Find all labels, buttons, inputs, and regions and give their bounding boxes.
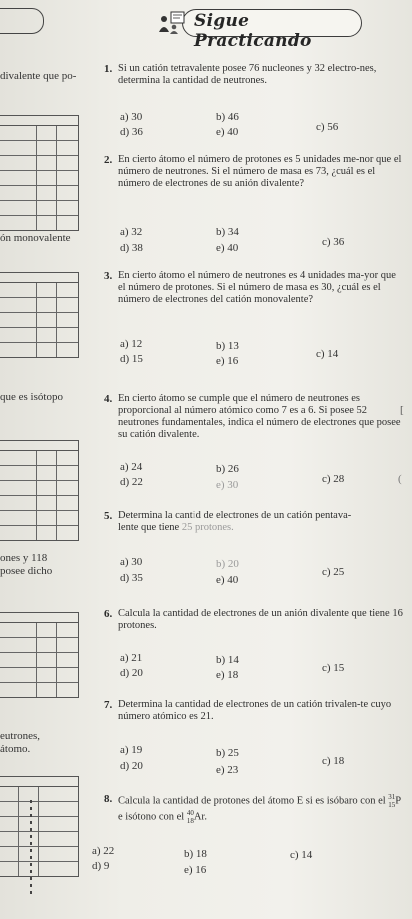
option-b[interactable]: b) 26 bbox=[216, 463, 239, 475]
option-c[interactable]: c) 56 bbox=[316, 121, 339, 133]
option-b[interactable]: b) 25 bbox=[216, 747, 239, 759]
question-number: 8. bbox=[104, 793, 113, 805]
answer-grid bbox=[0, 776, 79, 877]
left-fragment: que es isótopo bbox=[0, 391, 63, 403]
question-number: 5. bbox=[104, 510, 113, 522]
question-number: 1. bbox=[104, 63, 113, 75]
question-text: En cierto átomo el número de protones es 5 unidades me-nor que el número de neutrones. Si el número de masa es 73, ¿cuál es el número de electrones de su anión divalente? bbox=[118, 154, 402, 189]
question-number: 7. bbox=[104, 699, 113, 711]
option-d[interactable]: d) 9 bbox=[92, 860, 110, 872]
option-d[interactable]: d) 20 bbox=[120, 760, 143, 772]
option-a[interactable]: a) 12 bbox=[120, 338, 143, 350]
option-d[interactable]: d) 35 bbox=[120, 572, 143, 584]
option-b[interactable]: b) 34 bbox=[216, 226, 239, 238]
question-number: 6. bbox=[104, 608, 113, 620]
option-c[interactable]: c) 25 bbox=[322, 566, 345, 578]
question-text: Determina la cantid de electrones de un catión pentava- lente que tiene 25 protones. bbox=[118, 510, 352, 533]
option-b[interactable]: b) 20 bbox=[216, 558, 239, 570]
header-title: Sigue Practicando bbox=[194, 11, 312, 51]
answer-grid bbox=[0, 440, 79, 541]
option-e[interactable]: e) 40 bbox=[216, 242, 239, 254]
question-number: 4. bbox=[104, 393, 113, 405]
answer-grid bbox=[0, 272, 79, 358]
option-e[interactable]: e) 23 bbox=[216, 764, 239, 776]
option-d[interactable]: d) 38 bbox=[120, 242, 143, 254]
option-a[interactable]: a) 32 bbox=[120, 226, 143, 238]
nuclide-phosphorus: 31 15 bbox=[388, 793, 396, 809]
option-e[interactable]: e) 16 bbox=[184, 864, 207, 876]
option-e[interactable]: e) 40 bbox=[216, 574, 239, 586]
section-header bbox=[150, 6, 365, 51]
option-c[interactable]: c) 36 bbox=[322, 236, 345, 248]
question-text: Calcula la cantidad de electrones de un anión divalente que tiene 16 protones. bbox=[118, 608, 403, 631]
question-text: Si un catión tetravalente posee 76 nucleones y 32 electro-nes, determina la cantidad de neutrones. bbox=[118, 63, 377, 86]
option-a[interactable]: a) 30 bbox=[120, 556, 143, 568]
option-d[interactable]: d) 22 bbox=[120, 476, 143, 488]
option-e[interactable]: e) 40 bbox=[216, 126, 239, 138]
option-d[interactable]: d) 15 bbox=[120, 353, 143, 365]
students-at-board-icon bbox=[158, 10, 186, 34]
option-b[interactable]: b) 18 bbox=[184, 848, 207, 860]
left-fragment: posee dicho bbox=[0, 565, 53, 577]
option-a[interactable]: a) 19 bbox=[120, 744, 143, 756]
option-d[interactable]: d) 20 bbox=[120, 667, 143, 679]
nuclide-argon: 40 18 bbox=[186, 809, 194, 825]
left-fragment: átomo. bbox=[0, 743, 31, 755]
option-a[interactable]: a) 24 bbox=[120, 461, 143, 473]
smudged-text: i bbox=[192, 510, 196, 521]
option-d[interactable]: d) 36 bbox=[120, 126, 143, 138]
left-fragment: divalente que po- bbox=[0, 70, 77, 82]
option-e[interactable]: e) 18 bbox=[216, 669, 239, 681]
left-header-pill bbox=[0, 8, 44, 34]
question-text: Determina la cantidad de electrones de un catión trivalen-te cuyo número atómico es 21. bbox=[118, 699, 392, 722]
question-text: En cierto átomo se cumple que el número de neutrones es proporcional al número atómico como 7 es a 6. Si posee 52 neutrones fundamentales, indica el número de electrones que posee su catión divalente. bbox=[118, 393, 401, 440]
option-c[interactable]: c) 18 bbox=[322, 755, 345, 767]
option-c[interactable]: c) 15 bbox=[322, 662, 345, 674]
option-b[interactable]: b) 14 bbox=[216, 654, 239, 666]
question-number: 3. bbox=[104, 270, 113, 282]
option-c[interactable]: c) 14 bbox=[316, 348, 339, 360]
option-e[interactable]: e) 30 bbox=[216, 479, 239, 491]
option-a[interactable]: a) 22 bbox=[92, 845, 115, 857]
answer-grid bbox=[0, 115, 79, 231]
left-fragment: ón monovalente bbox=[0, 232, 71, 244]
option-e[interactable]: e) 16 bbox=[216, 355, 239, 367]
option-b[interactable]: b) 46 bbox=[216, 111, 239, 123]
option-b[interactable]: b) 13 bbox=[216, 340, 239, 352]
answer-grid bbox=[0, 612, 79, 698]
left-fragment: ones y 118 bbox=[0, 552, 48, 564]
question-text: En cierto átomo el número de neutrones es 4 unidades ma-yor que el número de protones. Si el número de masa es 30, ¿cuál es el número de electrones del catión monovalente? bbox=[118, 270, 396, 305]
option-a[interactable]: a) 30 bbox=[120, 111, 143, 123]
option-c[interactable]: c) 14 bbox=[290, 849, 313, 861]
left-fragment: eutrones, bbox=[0, 730, 41, 742]
question-text: Calcula la cantidad de protones del átomo E si es isóbaro con el 31 15 P e isótono con el 40 18 Ar. bbox=[118, 793, 401, 825]
option-c[interactable]: c) 28 bbox=[322, 473, 345, 485]
question-number: 2. bbox=[104, 154, 113, 166]
edge-mark: [ bbox=[400, 404, 404, 416]
option-a[interactable]: a) 21 bbox=[120, 652, 143, 664]
dashed-guide bbox=[30, 800, 34, 898]
edge-mark: ( bbox=[398, 473, 402, 485]
